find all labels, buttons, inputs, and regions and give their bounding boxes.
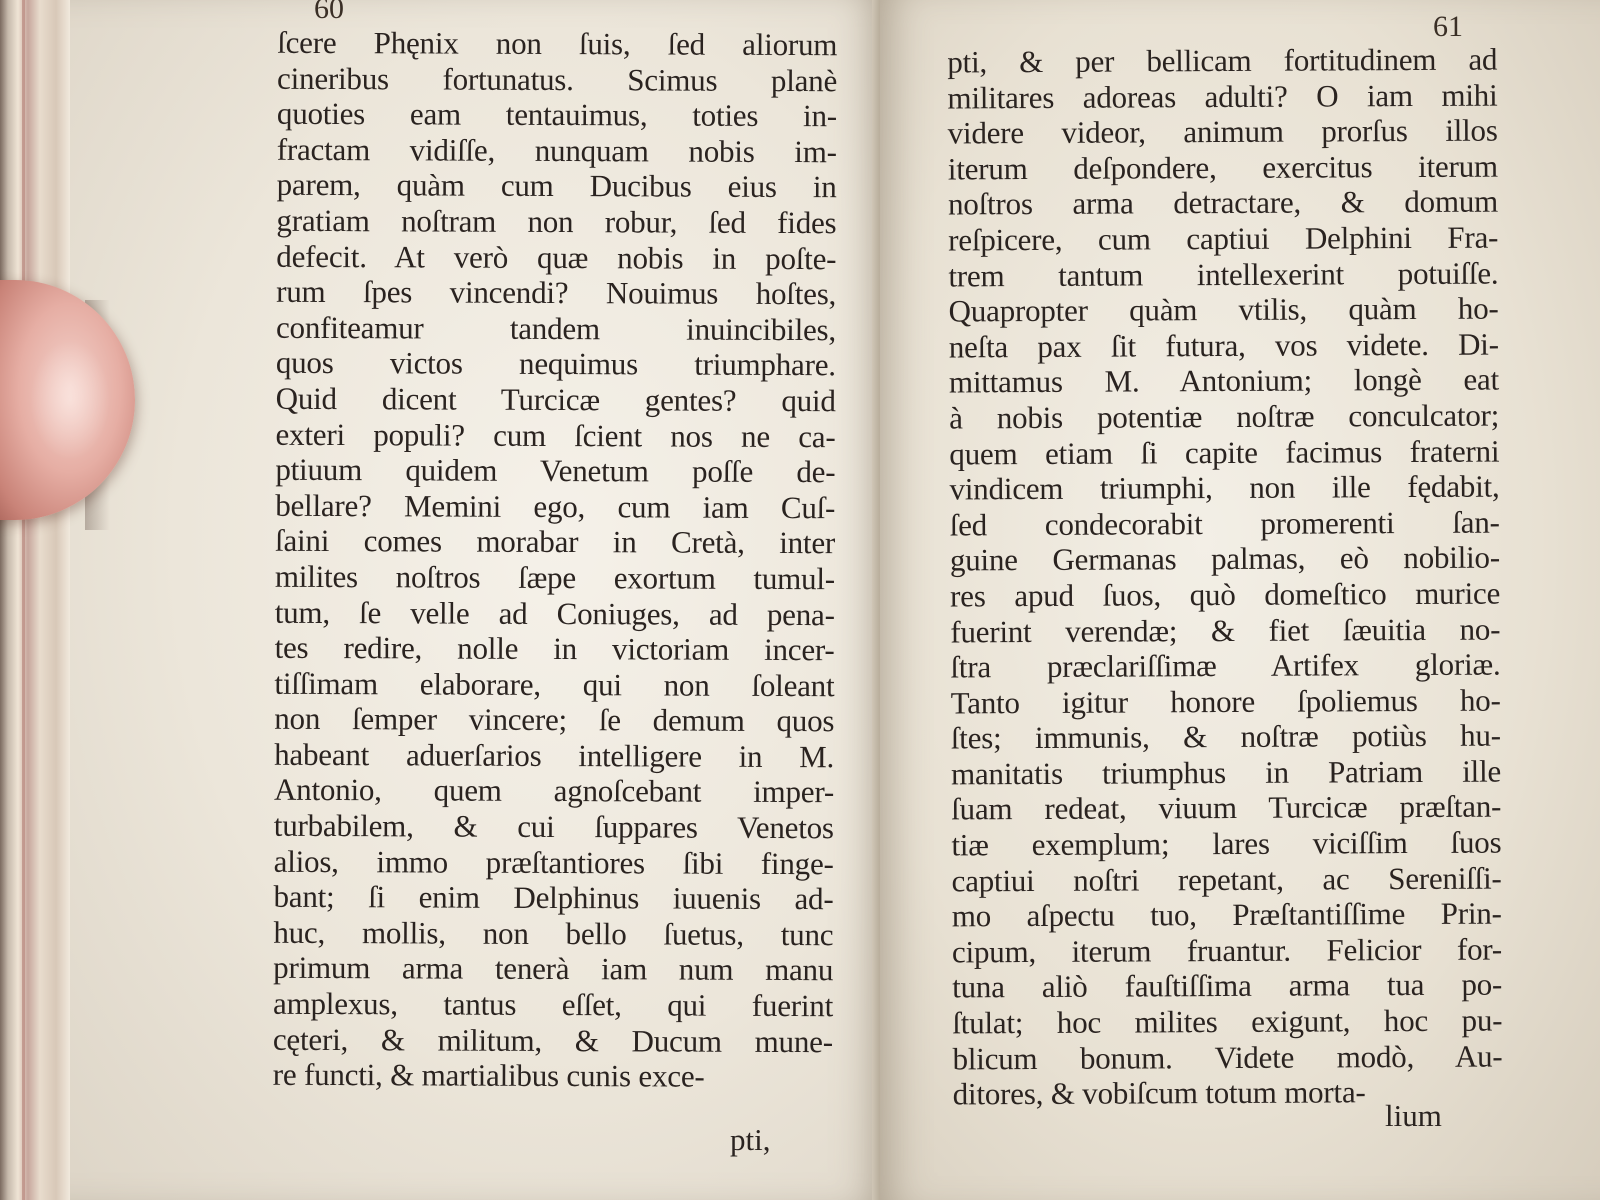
left-page-number: 60	[314, 0, 344, 25]
text-line: Quid dicent Turcicæ gentes? quid	[275, 380, 836, 419]
text-line: ſed condecorabit promerenti ſan-	[949, 504, 1500, 543]
text-line: bellare? Memini ego, cum iam Cuſ-	[275, 487, 836, 525]
text-line: quem etiam ſi capite facimus fraterni	[949, 433, 1500, 471]
right-catchword: lium	[1385, 1098, 1442, 1133]
text-line: rum ſpes vincendi? Nouimus hoſtes,	[276, 273, 837, 312]
text-line: res apud ſuos, quò domeſtico murice	[950, 575, 1501, 614]
text-line: tiſſimam elaborare, qui non ſoleant	[274, 665, 835, 703]
left-page	[70, 0, 885, 1200]
text-line: ptiuum quidem Venetum poſſe de-	[275, 451, 836, 490]
text-line: ditores, & vobiſcum totum morta-	[952, 1074, 1366, 1112]
text-line: quoties eam tentauimus, toties in-	[276, 95, 838, 134]
text-line: confiteamur tandem inuincibiles,	[275, 309, 837, 347]
text-line: videre videor, animum prorſus illos	[947, 112, 1498, 151]
text-line: re functi, & martialibus cunis exce-	[272, 1056, 705, 1094]
text-line: guine Germanas palmas, eò nobilio-	[949, 539, 1500, 578]
text-line: à nobis potentiæ noſtræ conculcator;	[949, 397, 1500, 436]
right-page	[880, 0, 1600, 1200]
left-catchword: pti,	[730, 1122, 771, 1157]
text-line: habeant aduerſarios intelligere in M.	[274, 736, 835, 775]
text-line: quos victos nequimus triumphare.	[275, 345, 836, 383]
right-page-text	[947, 42, 1503, 1113]
text-line: pti, & per bellicam fortitudinem ad	[947, 41, 1498, 80]
text-line: parem, quàm cum Ducibus eius in	[276, 167, 837, 205]
text-line: ſtes; immunis, & noſtræ potiùs hu-	[950, 717, 1501, 756]
text-line: fuerint verendæ; & fiet ſæuitia no-	[950, 611, 1501, 649]
text-line: ſaini comes morabar in Cretà, inter	[275, 523, 836, 561]
text-line: alios, immo præſtantiores ſibi finge-	[273, 843, 834, 881]
text-line: exteri populi? cum ſcient nos ne ca-	[275, 416, 836, 454]
text-line: primum arma tenerà iam num manu	[273, 950, 834, 988]
text-line: iterum deſpondere, exercitus iterum	[947, 148, 1498, 187]
text-line: militares adoreas adulti? O iam mihi	[947, 77, 1498, 116]
text-line: bant; ſi enim Delphinus iuuenis ad-	[273, 879, 834, 917]
text-line: Tanto igitur honore ſpoliemus ho-	[950, 682, 1501, 721]
text-line: ſuam redeat, viuum Turcicæ præſtan-	[951, 789, 1502, 827]
right-page-number: 61	[1433, 10, 1463, 43]
text-line: ſtulat; hoc milites exigunt, hoc pu-	[952, 1002, 1503, 1041]
text-line: noſtros arma detractare, & domum	[947, 183, 1499, 222]
text-line: tum, ſe velle ad Coniuges, ad pena-	[274, 594, 835, 632]
text-line: ſcere Phęnix non ſuis, ſed aliorum	[277, 24, 838, 63]
text-line: mo aſpectu tuo, Præſtantiſſime Prin-	[951, 895, 1502, 934]
text-line: Quapropter quàm vtilis, quàm ho-	[948, 290, 1499, 329]
text-line: neſta pax ſit futura, vos videte. Di-	[948, 326, 1499, 365]
text-line: mittamus M. Antonium; longè eat	[948, 361, 1500, 400]
text-line: fractam vidiſſe, nunquam nobis im-	[276, 131, 837, 170]
text-line: tes redire, nolle in victoriam incer-	[274, 629, 835, 668]
text-line: trem tantum intellexerint potuiſſe.	[948, 255, 1499, 294]
text-line: cęteri, & militum, & Ducum mune-	[272, 1021, 833, 1059]
text-line: Antonio, quem agnoſcebant imper-	[273, 772, 835, 810]
text-line: blicum bonum. Videte modò, Au-	[952, 1038, 1503, 1077]
text-line: turbabilem, & cui ſuppares Venetos	[273, 807, 834, 846]
text-line: tiæ exemplum; lares viciſſim ſuos	[951, 824, 1502, 863]
page-edges	[0, 0, 70, 1200]
text-line: gratiam noſtram non robur, ſed fides	[276, 202, 837, 241]
text-line: vindicem triumphi, non ille fędabit,	[949, 468, 1500, 507]
text-line: manitatis triumphus in Patriam ille	[950, 753, 1502, 792]
text-line: ſtra præclariſſimæ Artifex gloriæ.	[950, 646, 1501, 685]
text-line: huc, mollis, non bello ſuetus, tunc	[273, 914, 834, 953]
text-line: defecit. At verò quæ nobis in poſte-	[276, 238, 837, 276]
text-line: non ſemper vincere; ſe demum quos	[274, 701, 835, 739]
text-line: reſpicere, cum captiui Delphini Fra-	[948, 219, 1499, 258]
text-line: cipum, iterum fruantur. Felicior for-	[951, 931, 1503, 970]
text-line: captiui noſtri repetant, ac Sereniſſi-	[951, 860, 1502, 899]
text-line: cineribus fortunatus. Scimus planè	[277, 60, 838, 98]
left-page-text	[273, 25, 838, 1095]
text-line: milites noſtros ſæpe exortum tumul-	[274, 558, 835, 597]
text-line: tuna aliò fauſtiſſima arma tua po-	[952, 966, 1503, 1005]
text-line: amplexus, tantus eſſet, qui fuerint	[272, 985, 834, 1024]
